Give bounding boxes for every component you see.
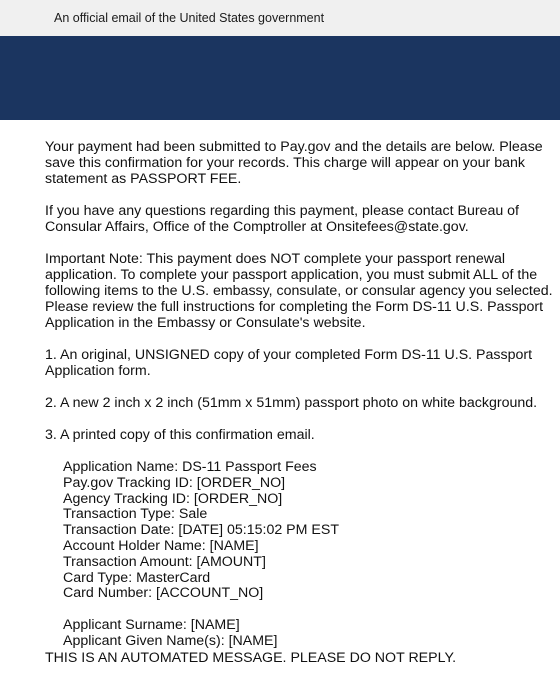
- important-note-paragraph: Important Note: This payment does NOT complete your passport renewal application. To complete your passport application, you must submit ALL of the following items to the U.S. embassy, consulate, or consular agency you selected. Please review the full instructions for completing the Form DS-11 U.S. Passport Application in the Embassy or Consulate's website.: [45, 251, 553, 331]
- transaction-details: [63, 460, 557, 602]
- requirement-item-1: 1. An original, UNSIGNED copy of your completed Form DS-11 U.S. Passport Application form.: [45, 347, 533, 379]
- detail-line: Pay.gov Tracking ID: [ORDER_NO]: [63, 474, 286, 491]
- detail-line: Transaction Date: [DATE] 05:15:02 PM EST: [63, 522, 339, 539]
- automated-message-footer: THIS IS AN AUTOMATED MESSAGE. PLEASE DO NOT REPLY.: [45, 649, 457, 666]
- detail-line: Application Name: DS-11 Passport Fees: [63, 459, 317, 475]
- intro-paragraph: Your payment had been submitted to Pay.gov and the details are below. Please save this confirmation for your records. This charge will appear on your bank statement as PASSPORT FEE.: [45, 139, 543, 187]
- applicant-details: [63, 618, 557, 650]
- gov-banner-text: An official email of the United States government: [54, 11, 325, 25]
- detail-line: Agency Tracking ID: [ORDER_NO]: [63, 490, 283, 507]
- header-banner: [0, 36, 560, 120]
- detail-line: Card Number: [ACCOUNT_NO]: [63, 585, 264, 602]
- applicant-line: Applicant Given Name(s): [NAME]: [63, 632, 278, 649]
- detail-line: Account Holder Name: [NAME]: [63, 537, 259, 554]
- applicant-line: Applicant Surname: [NAME]: [63, 617, 240, 634]
- detail-line: Transaction Amount: [AMOUNT]: [63, 553, 266, 570]
- requirement-item-3: 3. A printed copy of this confirmation email.: [45, 427, 315, 443]
- email-body: [45, 139, 557, 682]
- detail-line: Transaction Type: Sale: [63, 506, 208, 523]
- requirement-item-2: 2. A new 2 inch x 2 inch (51mm x 51mm) passport photo on white background.: [45, 395, 538, 411]
- contact-paragraph: If you have any questions regarding this payment, please contact Bureau of Consular Affairs, Office of the Comptroller at Onsitefees@state.gov.: [45, 203, 519, 235]
- gov-banner: [0, 0, 560, 36]
- detail-line: Card Type: MasterCard: [63, 569, 211, 586]
